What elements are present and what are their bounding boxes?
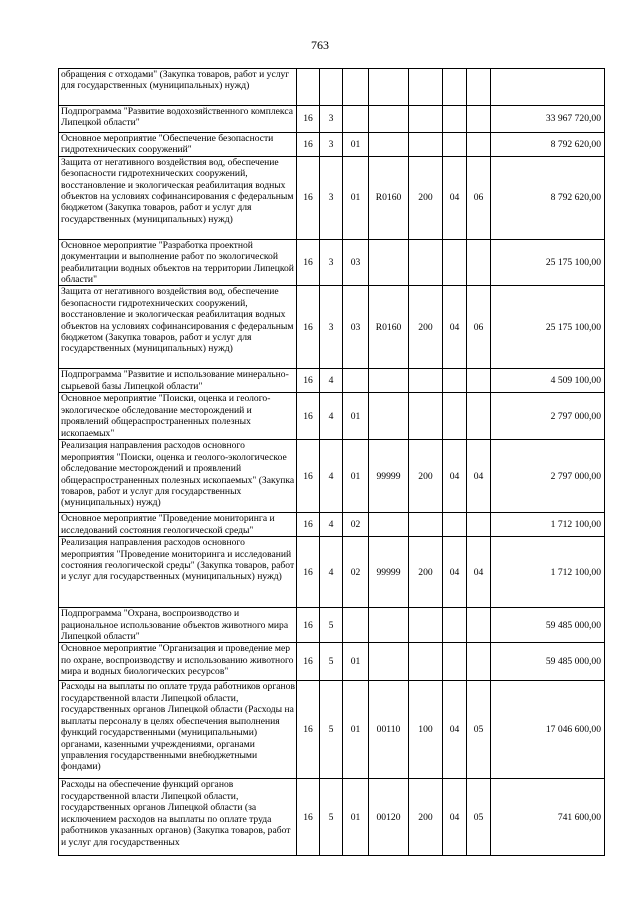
table-row xyxy=(59,681,605,779)
code-cell: 200 xyxy=(409,156,443,239)
code-cell: 5 xyxy=(320,779,343,856)
code-cell: 16 xyxy=(297,643,320,681)
code-cell: 00110 xyxy=(369,681,409,779)
code-cell: 4 xyxy=(320,513,343,537)
row-name: Реализация направления расходов основного мероприятия "Проведение мониторинга и исследований состояния геологической среды" (Закупка товаров, работ и услуг для государственных (муниципальных) нужд) xyxy=(59,537,297,608)
code-cell xyxy=(409,106,443,133)
amount-cell: 17 046 600,00 xyxy=(491,681,605,779)
amount-cell: 2 797 000,00 xyxy=(491,440,605,513)
code-cell xyxy=(369,369,409,393)
page-number: 763 xyxy=(311,38,329,52)
code-cell xyxy=(369,513,409,537)
table-row xyxy=(59,369,605,393)
code-cell xyxy=(409,513,443,537)
row-name: Подпрограмма "Развитие и использование минерально-сырьевой базы Липецкой области" xyxy=(59,369,297,393)
code-cell: 99999 xyxy=(369,440,409,513)
row-name: Защита от негативного воздействия вод, обеспечение безопасности гидротехнических сооружений, восстановление и экологическая реабилитация водных объектов на условиях софинансирования с федеральным бюджетом (Закупка товаров, работ и услуг для государственных (муниципальных) нужд) xyxy=(59,286,297,369)
row-name: Расходы на выплаты по оплате труда работников органов государственной власти Липецкой области, государственных органов Липецкой области (Расходы на выплаты персоналу в целях обеспечения выполнения функций государственными (муниципальными) органами, казенными учреждениями, органами управления государственными внебюджетными фондами) xyxy=(59,681,297,779)
code-cell xyxy=(443,106,467,133)
code-cell xyxy=(443,393,467,440)
code-cell xyxy=(443,239,467,286)
code-cell xyxy=(443,608,467,643)
code-cell: 3 xyxy=(320,133,343,157)
code-cell: 200 xyxy=(409,440,443,513)
code-cell: 16 xyxy=(297,440,320,513)
code-cell xyxy=(443,369,467,393)
row-name: Основное мероприятие "Организация и проведение мер по охране, воспроизводству и использованию животного мира и водных биологических ресурсов" xyxy=(59,643,297,681)
code-cell: R0160 xyxy=(369,156,409,239)
code-cell: 04 xyxy=(443,779,467,856)
code-cell xyxy=(343,608,369,643)
code-cell xyxy=(443,643,467,681)
table-row xyxy=(59,286,605,369)
amount-cell: 1 712 100,00 xyxy=(491,513,605,537)
amount-cell: 33 967 720,00 xyxy=(491,106,605,133)
code-cell: 02 xyxy=(343,537,369,608)
code-cell: 04 xyxy=(443,440,467,513)
code-cell: 03 xyxy=(343,286,369,369)
code-cell: 16 xyxy=(297,239,320,286)
code-cell xyxy=(343,106,369,133)
code-cell: 05 xyxy=(467,779,491,856)
code-cell: 04 xyxy=(443,156,467,239)
code-cell xyxy=(467,133,491,157)
code-cell: 5 xyxy=(320,681,343,779)
table-row xyxy=(59,106,605,133)
code-cell xyxy=(409,133,443,157)
amount-cell: 4 509 100,00 xyxy=(491,369,605,393)
code-cell: 200 xyxy=(409,779,443,856)
code-cell xyxy=(467,69,491,106)
code-cell: 200 xyxy=(409,286,443,369)
code-cell: 16 xyxy=(297,608,320,643)
row-name: Основное мероприятие "Поиски, оценка и геолого-экологическое обследование месторождений и проявлений общераспространенных полезных ископаемых" xyxy=(59,393,297,440)
code-cell: 200 xyxy=(409,537,443,608)
table-row xyxy=(59,69,605,106)
code-cell xyxy=(369,106,409,133)
code-cell: 04 xyxy=(467,440,491,513)
table-row xyxy=(59,537,605,608)
table-row xyxy=(59,440,605,513)
code-cell: 06 xyxy=(467,286,491,369)
code-cell xyxy=(409,393,443,440)
code-cell: 5 xyxy=(320,608,343,643)
row-name: Защита от негативного воздействия вод, обеспечение безопасности гидротехнических сооружений, восстановление и экологическая реабилитация водных объектов на условиях софинансирования с федеральным бюджетом (Закупка товаров, работ и услуг для государственных (муниципальных) нужд) xyxy=(59,156,297,239)
code-cell xyxy=(369,643,409,681)
amount-cell xyxy=(491,69,605,106)
amount-cell: 8 792 620,00 xyxy=(491,133,605,157)
code-cell: 16 xyxy=(297,681,320,779)
code-cell xyxy=(443,513,467,537)
code-cell: 04 xyxy=(443,537,467,608)
code-cell: 3 xyxy=(320,106,343,133)
code-cell xyxy=(297,69,320,106)
code-cell xyxy=(467,106,491,133)
code-cell: 00120 xyxy=(369,779,409,856)
code-cell: 01 xyxy=(343,393,369,440)
code-cell: 4 xyxy=(320,537,343,608)
row-name: Основное мероприятие "Проведение мониторинга и исследований состояния геологической среды" xyxy=(59,513,297,537)
amount-cell: 25 175 100,00 xyxy=(491,286,605,369)
row-name: Подпрограмма "Охрана, воспроизводство и рациональное использование объектов животного мира Липецкой области" xyxy=(59,608,297,643)
code-cell xyxy=(369,69,409,106)
code-cell xyxy=(467,369,491,393)
code-cell: 5 xyxy=(320,643,343,681)
code-cell: 4 xyxy=(320,393,343,440)
code-cell: 16 xyxy=(297,537,320,608)
code-cell: 01 xyxy=(343,440,369,513)
code-cell xyxy=(320,69,343,106)
table-row xyxy=(59,513,605,537)
code-cell xyxy=(409,643,443,681)
code-cell: 04 xyxy=(443,681,467,779)
code-cell xyxy=(409,239,443,286)
code-cell: 06 xyxy=(467,156,491,239)
code-cell: 16 xyxy=(297,393,320,440)
code-cell: 01 xyxy=(343,779,369,856)
row-name: Реализация направления расходов основного мероприятия "Поиски, оценка и геолого-экологическое обследование месторождений и проявлений общераспространенных полезных ископаемых" (Закупка товаров, работ и услуг для государственных (муниципальных) нужд) xyxy=(59,440,297,513)
amount-cell: 25 175 100,00 xyxy=(491,239,605,286)
row-name: Расходы на обеспечение функций органов государственной власти Липецкой области, государственных органов Липецкой области (за исключением расходов на выплаты по оплате труда работников указанных органов) (Закупка товаров, работ и услуг для государственных xyxy=(59,779,297,856)
code-cell: 16 xyxy=(297,286,320,369)
code-cell: 3 xyxy=(320,239,343,286)
code-cell xyxy=(443,69,467,106)
amount-cell: 741 600,00 xyxy=(491,779,605,856)
code-cell xyxy=(369,393,409,440)
code-cell: 4 xyxy=(320,440,343,513)
code-cell xyxy=(467,393,491,440)
code-cell xyxy=(369,608,409,643)
code-cell: 16 xyxy=(297,156,320,239)
code-cell: 01 xyxy=(343,643,369,681)
code-cell xyxy=(467,608,491,643)
code-cell: 3 xyxy=(320,286,343,369)
code-cell: 100 xyxy=(409,681,443,779)
code-cell: 02 xyxy=(343,513,369,537)
code-cell: 05 xyxy=(467,681,491,779)
code-cell: 16 xyxy=(297,779,320,856)
code-cell: 16 xyxy=(297,106,320,133)
code-cell: 16 xyxy=(297,133,320,157)
amount-cell: 59 485 000,00 xyxy=(491,643,605,681)
amount-cell: 59 485 000,00 xyxy=(491,608,605,643)
code-cell: 99999 xyxy=(369,537,409,608)
amount-cell: 8 792 620,00 xyxy=(491,156,605,239)
code-cell xyxy=(467,513,491,537)
code-cell xyxy=(467,643,491,681)
code-cell xyxy=(467,239,491,286)
table-row xyxy=(59,239,605,286)
code-cell: 4 xyxy=(320,369,343,393)
table-row xyxy=(59,608,605,643)
amount-cell: 1 712 100,00 xyxy=(491,537,605,608)
code-cell xyxy=(343,69,369,106)
code-cell: 01 xyxy=(343,156,369,239)
code-cell: 16 xyxy=(297,513,320,537)
code-cell xyxy=(369,133,409,157)
row-name: обращения с отходами" (Закупка товаров, работ и услуг для государственных (муниципальных) нужд) xyxy=(59,69,297,106)
table-row xyxy=(59,779,605,856)
code-cell xyxy=(409,608,443,643)
code-cell xyxy=(369,239,409,286)
code-cell: 04 xyxy=(443,286,467,369)
table-row xyxy=(59,643,605,681)
row-name: Основное мероприятие "Разработка проектной документации и выполнение работ по экологической реабилитации водных объектов на территории Липецкой области" xyxy=(59,239,297,286)
code-cell: 01 xyxy=(343,133,369,157)
code-cell: 03 xyxy=(343,239,369,286)
code-cell xyxy=(343,369,369,393)
amount-cell: 2 797 000,00 xyxy=(491,393,605,440)
table-row xyxy=(59,133,605,157)
code-cell: R0160 xyxy=(369,286,409,369)
code-cell: 04 xyxy=(467,537,491,608)
row-name: Подпрограмма "Развитие водохозяйственного комплекса Липецкой области" xyxy=(59,106,297,133)
table-row xyxy=(59,393,605,440)
code-cell xyxy=(409,369,443,393)
code-cell: 3 xyxy=(320,156,343,239)
code-cell: 01 xyxy=(343,681,369,779)
code-cell xyxy=(409,69,443,106)
budget-table xyxy=(58,68,605,856)
table-row xyxy=(59,156,605,239)
code-cell xyxy=(443,133,467,157)
code-cell: 16 xyxy=(297,369,320,393)
row-name: Основное мероприятие "Обеспечение безопасности гидротехнических сооружений" xyxy=(59,133,297,157)
